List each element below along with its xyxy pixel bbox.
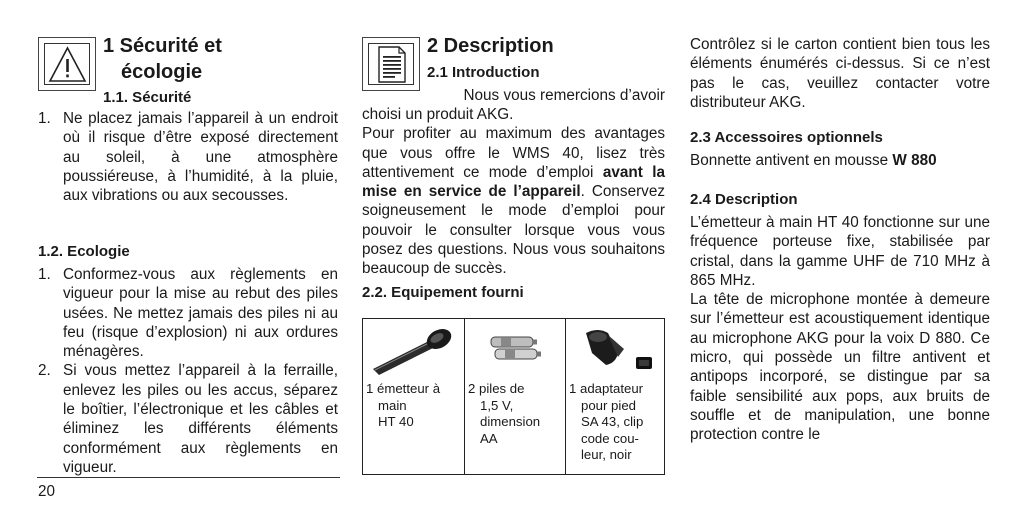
intro-text-a: Pour profiter au maximum des avantages que vous offre le WMS 40, lisez très attentivement ce mode d’emploi xyxy=(362,125,665,181)
subsection-description: 2.4 Description xyxy=(690,191,798,208)
subsection-accessoires: 2.3 Accessoires optionnels xyxy=(690,129,883,146)
subsection-introduction: 2.1 Introduction xyxy=(427,64,540,81)
caption-rest: pour pied SA 43, clip code cou- leur, noir xyxy=(581,397,644,462)
list-item-number: 1. xyxy=(38,110,51,127)
intro-text-bold: avant la mise en service de l’appareil xyxy=(362,163,665,201)
list-item xyxy=(38,361,338,477)
security-list xyxy=(38,109,338,205)
list-item-text: Conformez-vous aux règlements en vigueur pour la mise au rebut des piles usées. Ne mettez jamais des piles ni au feu (risque d’explosion) ni aux ordures ménagères. xyxy=(63,266,338,361)
document-icon xyxy=(369,44,414,85)
document-icon-box xyxy=(362,37,420,91)
caption-rest: main HT 40 xyxy=(378,397,414,429)
intro-paragraph-2 xyxy=(362,124,665,278)
caption-rest: 1,5 V, dimension AA xyxy=(480,397,541,446)
subsection-ecologie: 1.2. Ecologie xyxy=(38,243,130,260)
section-1-title-line1: 1 Sécurité et xyxy=(103,35,222,57)
description-paragraph-2: La tête de microphone montée à demeure sur l’émetteur est acoustiquement identique au microphone AKG pour la voix D 880. Ce micro, qui possède un filtre antivent et antipops incorporé, se distingue par sa faible sensibilité aux pops, aux bruits de souffle et de manipulation, une bonne protection contre le xyxy=(690,291,990,444)
equipment-caption xyxy=(366,381,440,431)
ecology-list xyxy=(38,265,338,477)
accessory-line xyxy=(690,151,990,170)
section-1-title xyxy=(103,33,222,85)
list-item-text: Ne placez jamais l’appareil à un endroit où il risque d’être exposé directement au soleil, à une atmosphère poussiéreuse, à l’humidité, à la pluie, aux vibrations ou aux secousses. xyxy=(63,110,338,205)
equipment-table xyxy=(362,318,665,475)
subsection-securite: 1.1. Sécurité xyxy=(103,89,192,106)
list-item xyxy=(38,109,338,205)
warning-icon-box xyxy=(38,37,96,91)
intro-text-b: . Conservez soigneusement le mode d’emploi pour pouvoir le consulter lorsque vous vous posez des questions. Nous vous souhaitons beaucoup de succès. xyxy=(362,183,665,278)
footer-rule xyxy=(37,477,340,478)
accessory-model: W 880 xyxy=(892,152,937,169)
stand-adapter-image xyxy=(572,323,660,377)
list-item xyxy=(38,265,338,361)
description-paragraph-1: L’émetteur à main HT 40 fonctionne sur une fréquence porteuse fixe, stabilisée par cristal, dans la gamme UHF de 710 MHz à 865 MHz. xyxy=(690,214,990,289)
equipment-cell-adapter xyxy=(566,319,664,474)
handheld-transmitter-image xyxy=(369,325,459,377)
subsection-equipement: 2.2. Equipement fourni xyxy=(362,284,524,301)
list-item-number: 2. xyxy=(38,362,51,380)
accessory-text: Bonnette antivent en mousse xyxy=(690,152,893,169)
page-number: 20 xyxy=(38,483,56,500)
list-item-number: 1. xyxy=(38,266,51,283)
caption-line-1: 1 adaptateur xyxy=(569,381,644,396)
intro-paragraph xyxy=(362,105,665,279)
equipment-cell-transmitter xyxy=(363,319,464,474)
equipment-caption xyxy=(468,381,540,447)
caption-line-1: 1 émetteur à xyxy=(366,381,441,396)
batteries-image xyxy=(487,331,545,365)
equipment-cell-batteries xyxy=(465,319,565,474)
intro-line-2: choisi un produit AKG. xyxy=(362,106,514,123)
section-2-title: 2 Description xyxy=(427,35,554,57)
section-1-title-line2: écologie xyxy=(121,61,203,83)
contents-check-paragraph: Contrôlez si le carton contient bien tous les éléments énumérés ci-dessus. Si ce n’est pas le cas, veuillez contacter votre distributeur AKG. xyxy=(690,36,990,111)
list-item-text: Si vous mettez l’appareil à la ferraille, enlevez les piles ou les accus, séparez le boîtier, l’électronique et les câbles et éliminez les différents éléments conformément aux règlements en vigueur. xyxy=(63,362,338,476)
intro-line-1: Nous vous remercions d’avoir xyxy=(463,87,665,104)
caption-line-1: 2 piles de xyxy=(468,381,525,396)
warning-triangle-icon xyxy=(45,44,90,85)
equipment-caption xyxy=(569,381,643,464)
description-text xyxy=(690,213,990,445)
